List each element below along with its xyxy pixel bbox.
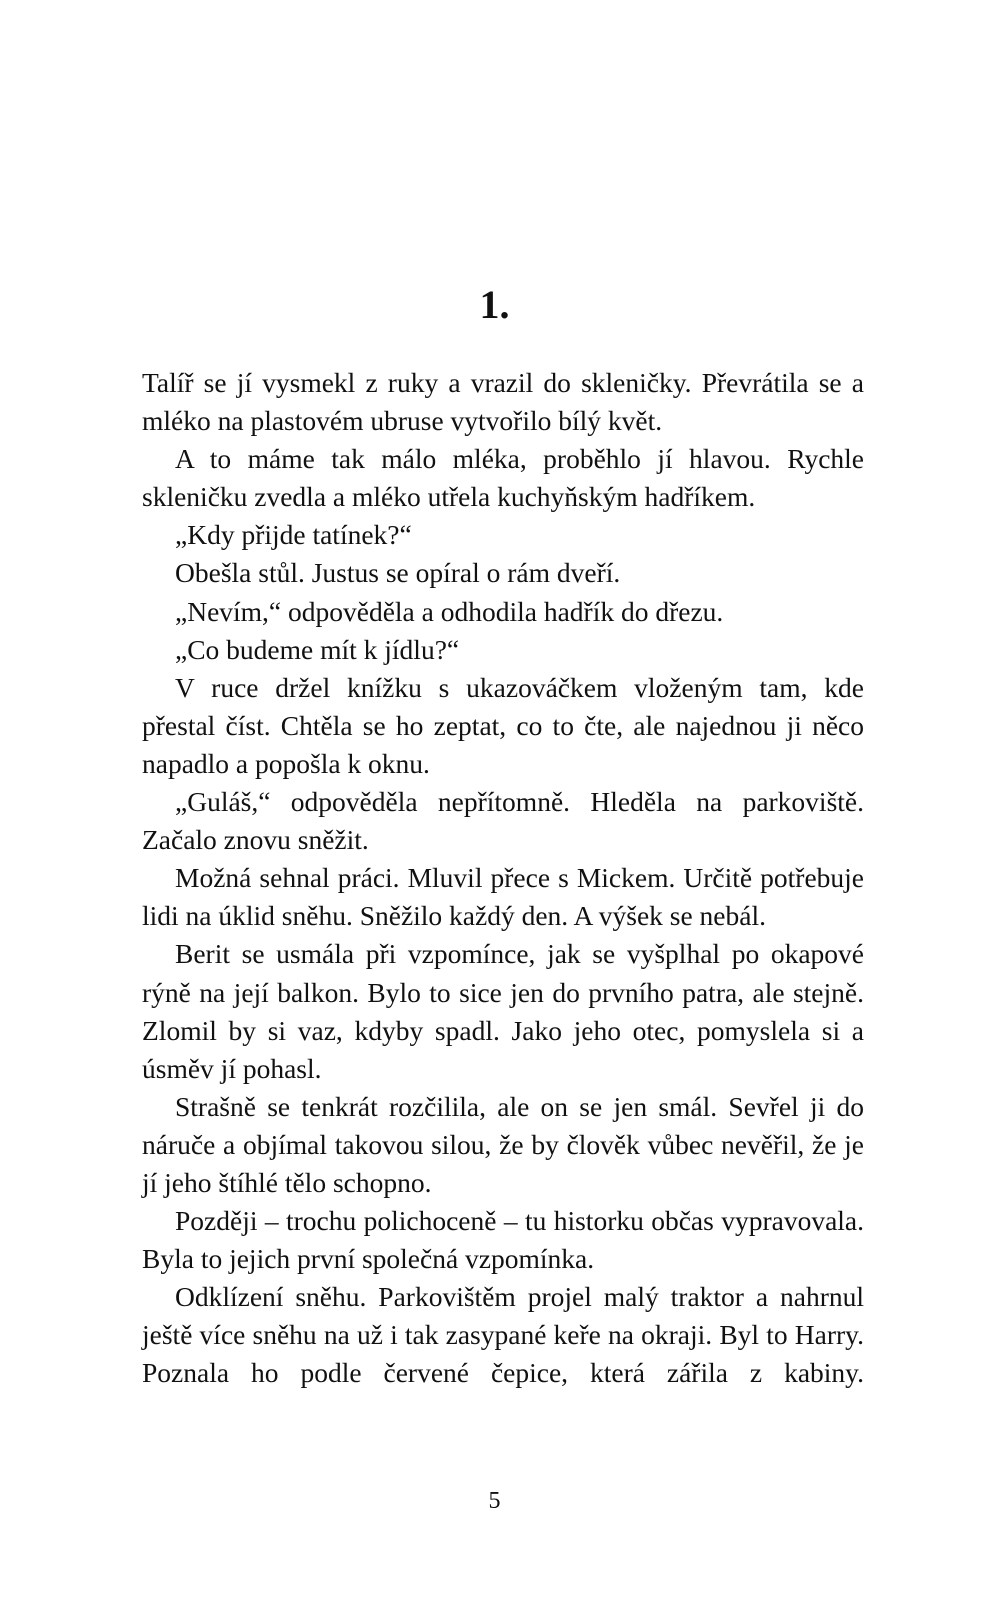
paragraph: Strašně se tenkrát rozčilila, ale on se jen smál. Sevřel ji do náruče a objímal takovou silou, že by člověk vůbec nevěřil, že je jí jeho štíhlé tělo schopno. xyxy=(142,1090,864,1198)
paragraph: Možná sehnal práci. Mluvil přece s Mickem. Určitě potřebuje lidi na úklid sněhu. Sněžilo každý den. A výšek se nebál. xyxy=(142,862,864,932)
paragraph: Obešla stůl. Justus se opíral o rám dveří. xyxy=(175,557,621,589)
chapter-text xyxy=(142,364,864,1393)
page-number: 5 xyxy=(488,1488,501,1514)
paragraph: Později – trochu polichoceně – tu historku občas vypravovala. Byla to jejich první společná vzpomínka. xyxy=(142,1205,864,1275)
paragraph: Talíř se jí vysmekl z ruky a vrazil do skleničky. Převrátila se a mléko na plastovém ubruse vytvořilo bílý květ. xyxy=(142,367,864,437)
paragraph: Odklízení sněhu. Parkovištěm projel malý traktor a nahrnul ještě více sněhu na už i tak zasypané keře na okraji. Byl to Harry. Poznala ho podle červené čepice, která zářila z kabiny. xyxy=(142,1281,864,1389)
paragraph: „Nevím,“ odpověděla a odhodila hadřík do dřezu. xyxy=(175,595,724,627)
paragraph: „Co budeme mít k jídlu?“ xyxy=(175,633,460,665)
chapter-heading: 1. xyxy=(479,282,510,327)
paragraph: „Kdy přijde tatínek?“ xyxy=(175,519,412,551)
paragraph: Berit se usmála při vzpomínce, jak se vyšplhal po okapové rýně na její balkon. Bylo to sice jen do prvního patra, ale stejně. Zlomil by si vaz, kdyby spadl. Jako jeho otec, pomyslela si a úsměv jí pohasl. xyxy=(142,938,864,1084)
paragraph: „Guláš,“ odpověděla nepřítomně. Hleděla na parkoviště. Začalo znovu sněžit. xyxy=(142,786,864,856)
paragraph: V ruce držel knížku s ukazováčkem vloženým tam, kde přestal číst. Chtěla se ho zeptat, co to čte, ale najednou ji něco napadlo a popošla k oknu. xyxy=(142,671,864,779)
paragraph: A to máme tak málo mléka, proběhlo jí hlavou. Rychle skleničku zvedla a mléko utřela kuchyňským hadříkem. xyxy=(142,443,864,513)
